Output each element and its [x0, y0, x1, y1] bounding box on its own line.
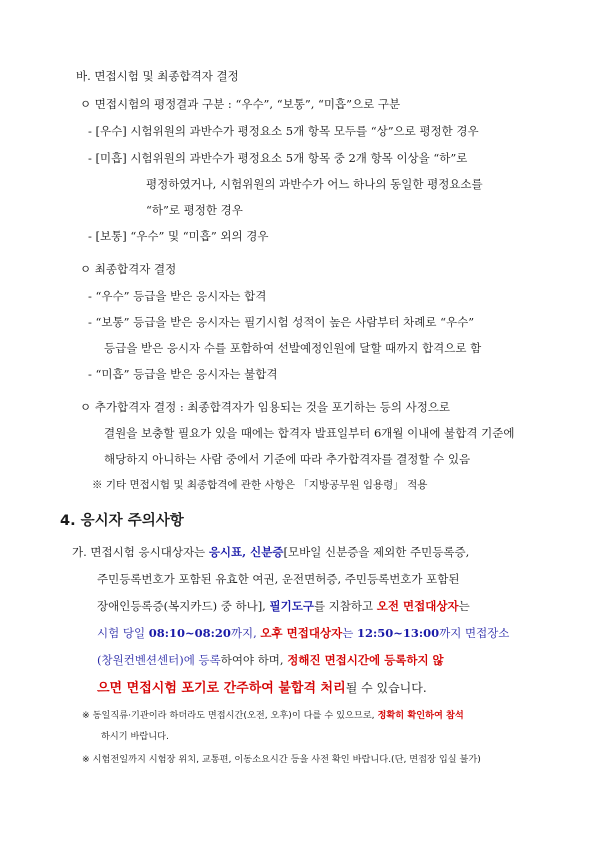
criteria-heading: ㅇ 면접시험의 평정결과 구분 : “우수”, “보통”, “미흡”으로 구분 — [80, 97, 401, 111]
venue-text: (창원컨벤션센터)에 등록 — [97, 653, 221, 667]
additional-line1: ㅇ 추가합격자 결정 : 최종합격자가 임용되는 것을 포기하는 등의 사정으로 — [80, 400, 451, 414]
morning-time-highlight: 08:10~08:20 — [148, 626, 231, 640]
additional-line2: 결원을 보충할 필요가 있을 때에는 합격자 발표일부터 6개월 이내에 불합격 기준에 — [104, 426, 515, 440]
note-confirm-highlight: 정확히 확인하여 참석 — [377, 710, 464, 721]
criteria-excellent: - [우수] 시험위원의 과반수가 평정요소 5개 항목 모두를 “상”으로 평정한 경우 — [88, 124, 479, 138]
criteria-poor-line3: “하”로 평정한 경우 — [146, 203, 243, 217]
note-interview-time-cont: 하시기 바랍니다. — [101, 731, 169, 742]
item-ga-line1: 가. 면접시험 응시대상자는 응시표, 신분증[모바일 신분증을 제외한 주민등록증, — [72, 545, 470, 559]
warning-highlight-part1: 정해진 면접시간에 등록하지 않 — [287, 653, 444, 667]
final-item1: - “우수” 등급을 받은 응시자는 합격 — [88, 289, 267, 303]
final-item2-line2: 등급을 받은 응시자 수를 포함하여 선발예정인원에 달할 때까지 합격으로 함 — [104, 341, 482, 355]
item-ga-line4: 시험 당일 08:10~08:20까지, 오후 면접대상자는 12:50~13:00까지 면접장소 — [97, 626, 510, 640]
criteria-normal: - [보통] “우수” 및 “미흡” 외의 경우 — [88, 229, 269, 243]
morning-candidates-highlight: 오전 면접대상자 — [376, 599, 459, 613]
item-ga-line5: (창원컨벤션센터)에 등록하여야 하며, 정해진 면접시간에 등록하지 않 — [97, 653, 444, 667]
final-item2-line1: - “보통” 등급을 받은 응시자는 필기시험 성적이 높은 사람부터 차례로 “우수” — [88, 315, 475, 329]
writing-tool-highlight: 필기도구 — [269, 599, 314, 613]
item-ga-line2: 주민등록번호가 포함된 유효한 여권, 운전면허증, 주민등록번호가 포함된 — [97, 572, 460, 586]
criteria-poor-line2: 평정하였거나, 시험위원의 과반수가 어느 하나의 동일한 평정요소를 — [146, 177, 483, 191]
note-interview-time: ※ 동일직류·기관이라 하더라도 면접시간(오전, 오후)이 다를 수 있으므로, 정확히 확인하여 참석 — [82, 710, 464, 721]
item-ga-line3: 장애인등록증(복지카드) 중 하나], 필기도구를 지참하고 오전 면접대상자는 — [97, 599, 470, 613]
note-venue-check: ※ 시험전일까지 시험장 위치, 교통편, 이동소요시간 등을 사전 확인 바랍니다.(단, 면접장 입실 불가) — [82, 754, 481, 765]
final-item3: - “미흡” 등급을 받은 응시자는 불합격 — [88, 367, 278, 381]
item-ga-line6: 으면 면접시험 포기로 간주하여 불합격 처리될 수 있습니다. — [97, 681, 427, 696]
additional-line3: 해당하지 아니하는 사람 중에서 기준에 따라 추가합격자를 결정할 수 있음 — [104, 452, 471, 466]
section-b-title: 바. 면접시험 및 최종합격자 결정 — [76, 69, 239, 83]
afternoon-time-highlight: 12:50~13:00 — [356, 626, 440, 640]
final-heading: ㅇ 최종합격자 결정 — [80, 262, 177, 276]
required-items-highlight: 응시표, 신분증 — [208, 545, 284, 559]
section-4-title: 4. 응시자 주의사항 — [60, 513, 184, 529]
note-other: ※ 기타 면접시험 및 최종합격에 관한 사항은 「지방공무원 임용령」 적용 — [92, 479, 428, 491]
warning-highlight-part2: 으면 면접시험 포기로 간주하여 불합격 처리 — [97, 681, 346, 696]
afternoon-candidates-highlight: 오후 면접대상자 — [260, 626, 343, 640]
criteria-poor-line1: - [미흡] 시험위원의 과반수가 평정요소 5개 항목 중 2개 항목 이상을 “하”로 — [88, 151, 468, 165]
